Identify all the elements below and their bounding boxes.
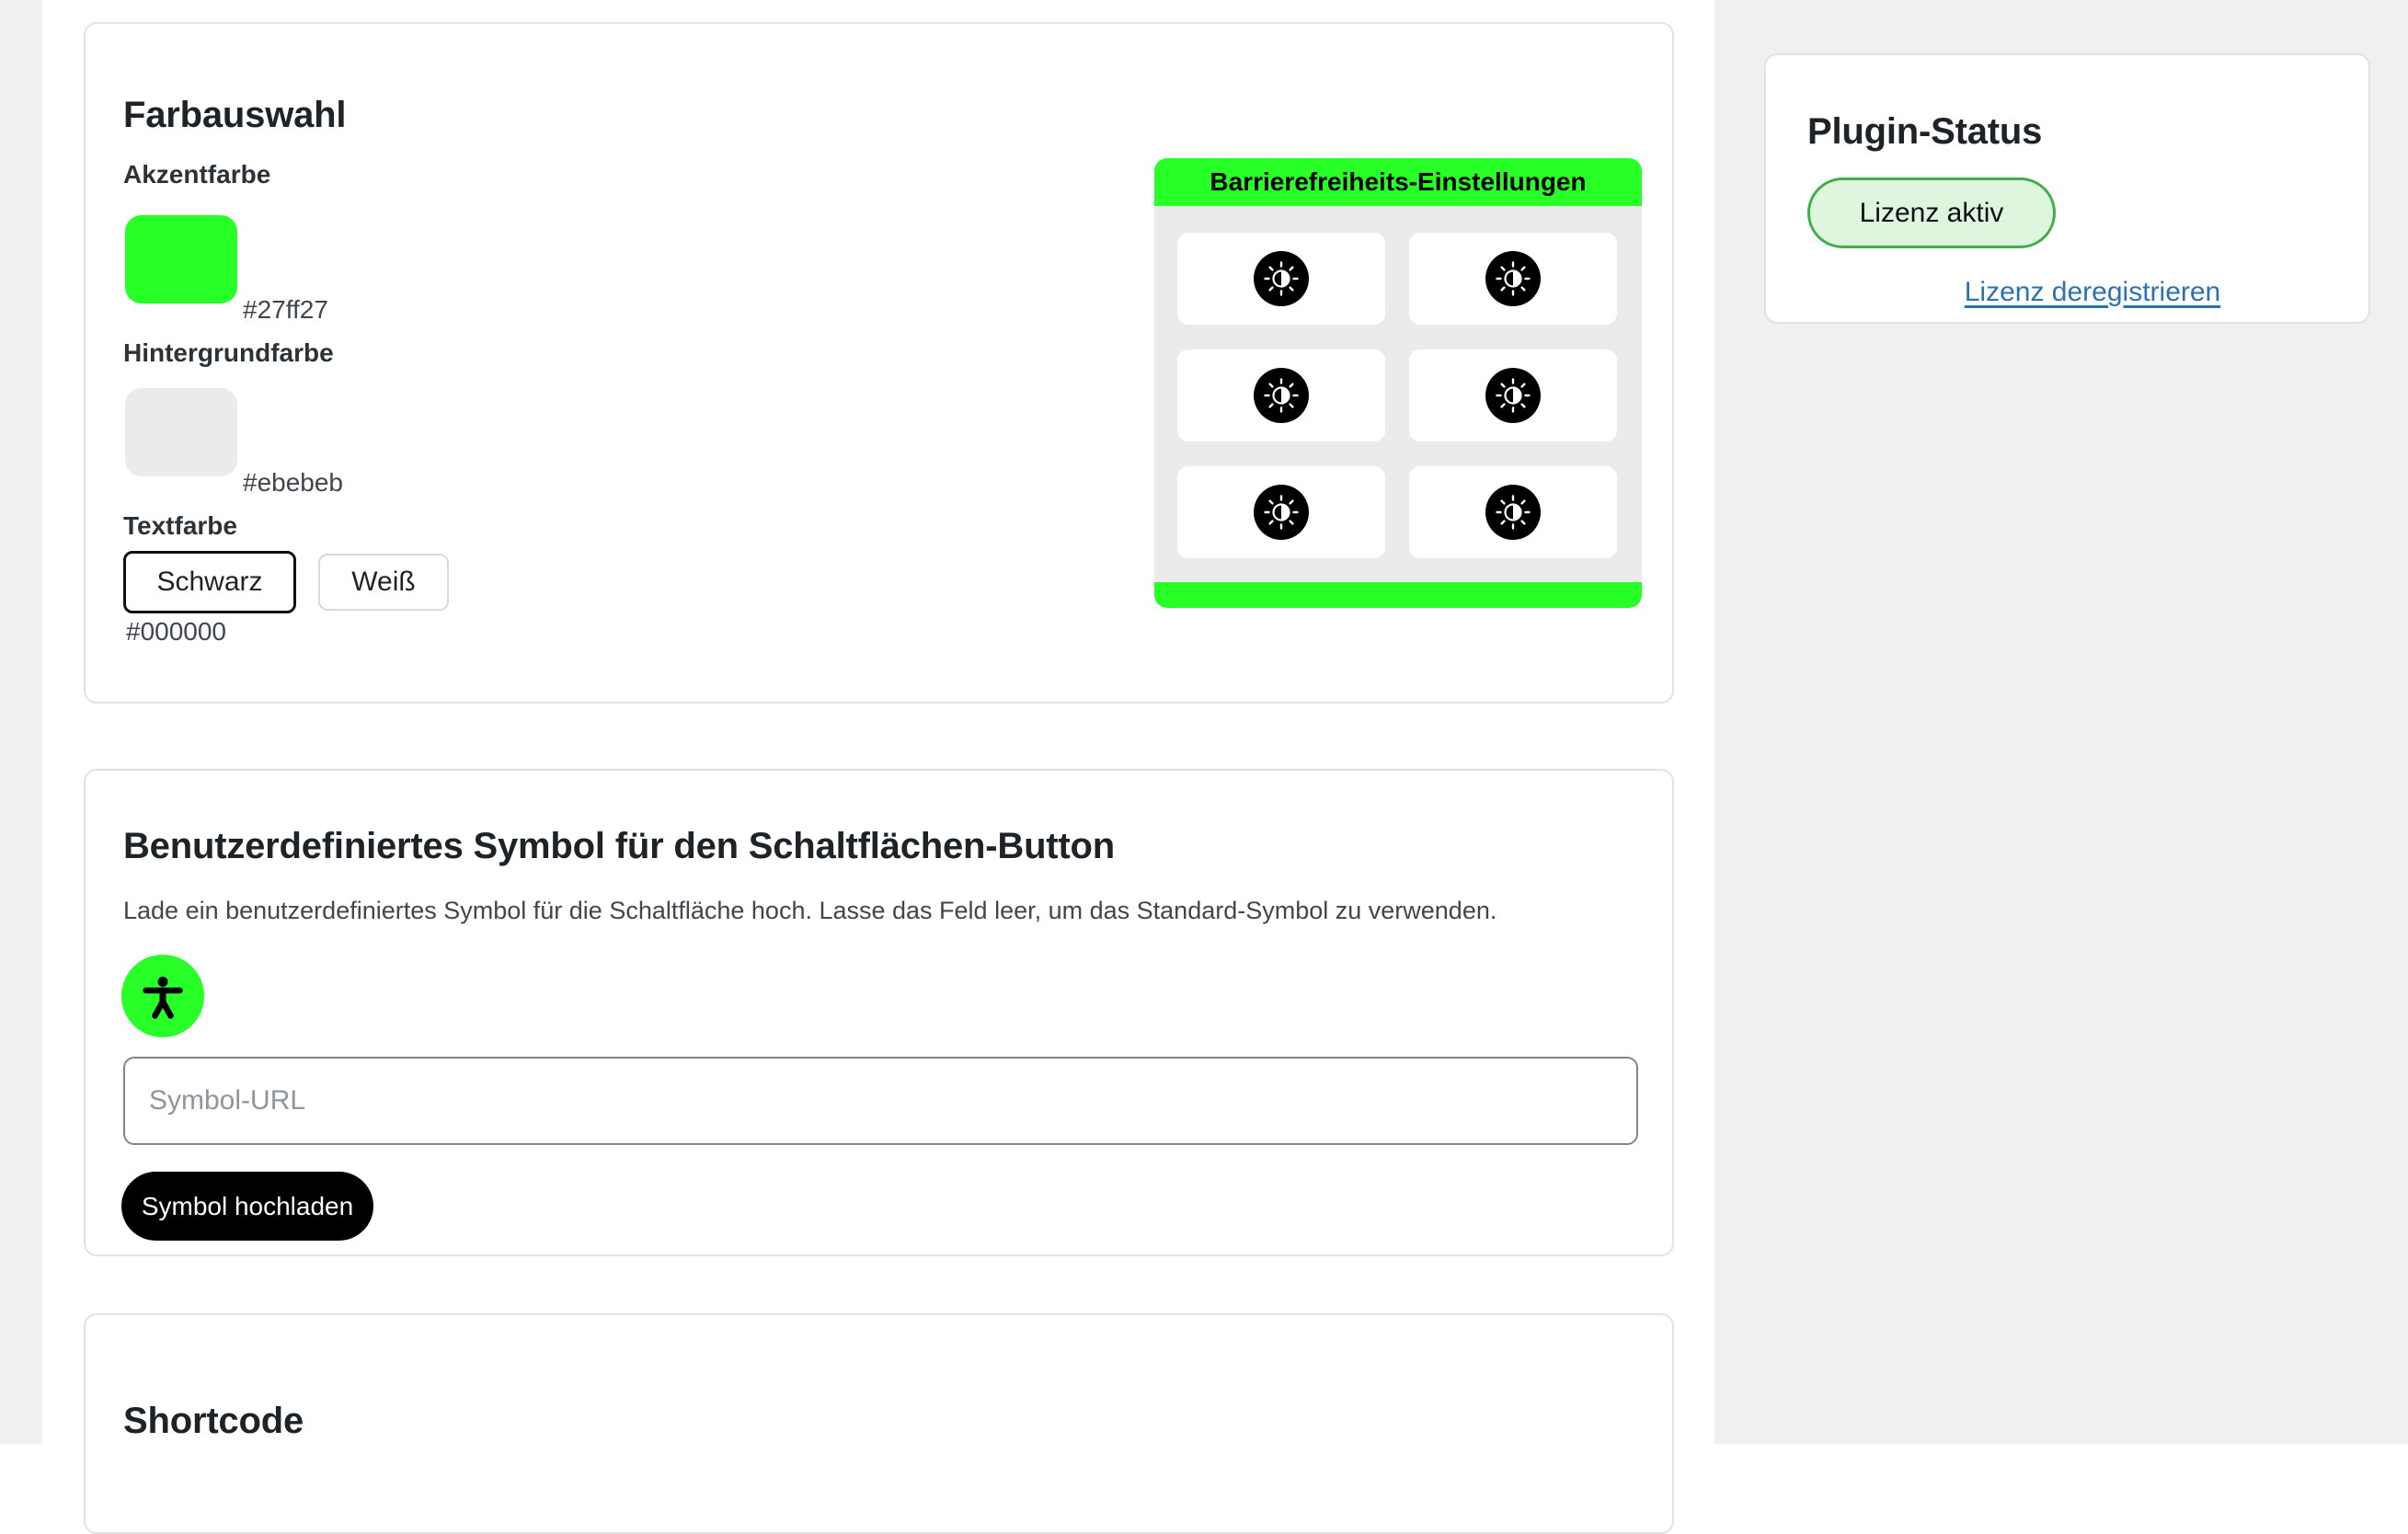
preview-tile — [1177, 233, 1385, 325]
custom-icon-card-title: Benutzerdefiniertes Symbol für den Schaltflächen-Button — [123, 826, 1116, 866]
accent-color-label: Akzentfarbe — [123, 160, 271, 189]
current-button-icon-preview — [121, 955, 204, 1037]
text-color-hex: #000000 — [126, 617, 227, 646]
accent-color-swatch[interactable] — [125, 215, 237, 303]
text-color-label: Textfarbe — [123, 511, 237, 540]
background-color-label: Hintergrundfarbe — [123, 338, 334, 367]
preview-tile — [1177, 466, 1385, 558]
preview-tile — [1409, 466, 1617, 558]
contrast-brightness-icon — [1485, 368, 1541, 423]
contrast-brightness-icon — [1254, 368, 1309, 423]
symbol-url-input[interactable] — [123, 1057, 1638, 1145]
shortcode-card-title: Shortcode — [123, 1401, 304, 1441]
contrast-brightness-icon — [1485, 251, 1541, 306]
preview-tile — [1177, 349, 1385, 441]
left-page-gutter — [0, 0, 42, 1444]
preview-tile — [1409, 233, 1617, 325]
shortcode-card — [84, 1313, 1674, 1534]
custom-icon-description: Lade ein benutzerdefiniertes Symbol für die Schaltfläche hoch. Lasse das Feld leer, um das Standard-Symbol zu verwenden. — [123, 897, 1497, 924]
text-color-option-weiss[interactable]: Weiß — [318, 554, 449, 611]
preview-panel-title: Barrierefreiheits-Einstellungen — [1210, 167, 1587, 196]
contrast-brightness-icon — [1485, 485, 1541, 540]
deregister-link-row — [1766, 277, 2368, 308]
contrast-brightness-icon — [1254, 485, 1309, 540]
deregister-license-link[interactable]: Lizenz deregistrieren — [1964, 277, 2221, 307]
plugin-status-card — [1764, 53, 2370, 324]
preview-tile — [1409, 349, 1617, 441]
color-settings-card — [84, 22, 1674, 704]
upload-symbol-button[interactable]: Symbol hochladen — [121, 1172, 373, 1241]
contrast-brightness-icon — [1254, 251, 1309, 306]
background-color-hex: #ebebeb — [243, 468, 344, 497]
plugin-status-title: Plugin-Status — [1807, 111, 2043, 152]
custom-icon-card — [84, 769, 1674, 1256]
background-color-swatch[interactable] — [125, 388, 237, 476]
preview-tile-grid — [1154, 206, 1642, 582]
accessibility-person-icon — [137, 970, 189, 1022]
text-color-option-schwarz[interactable]: Schwarz — [123, 551, 296, 613]
license-active-badge: Lizenz aktiv — [1807, 177, 2056, 248]
accessibility-widget-preview — [1154, 158, 1642, 608]
accent-color-hex: #27ff27 — [243, 295, 328, 324]
color-card-title: Farbauswahl — [123, 95, 347, 135]
